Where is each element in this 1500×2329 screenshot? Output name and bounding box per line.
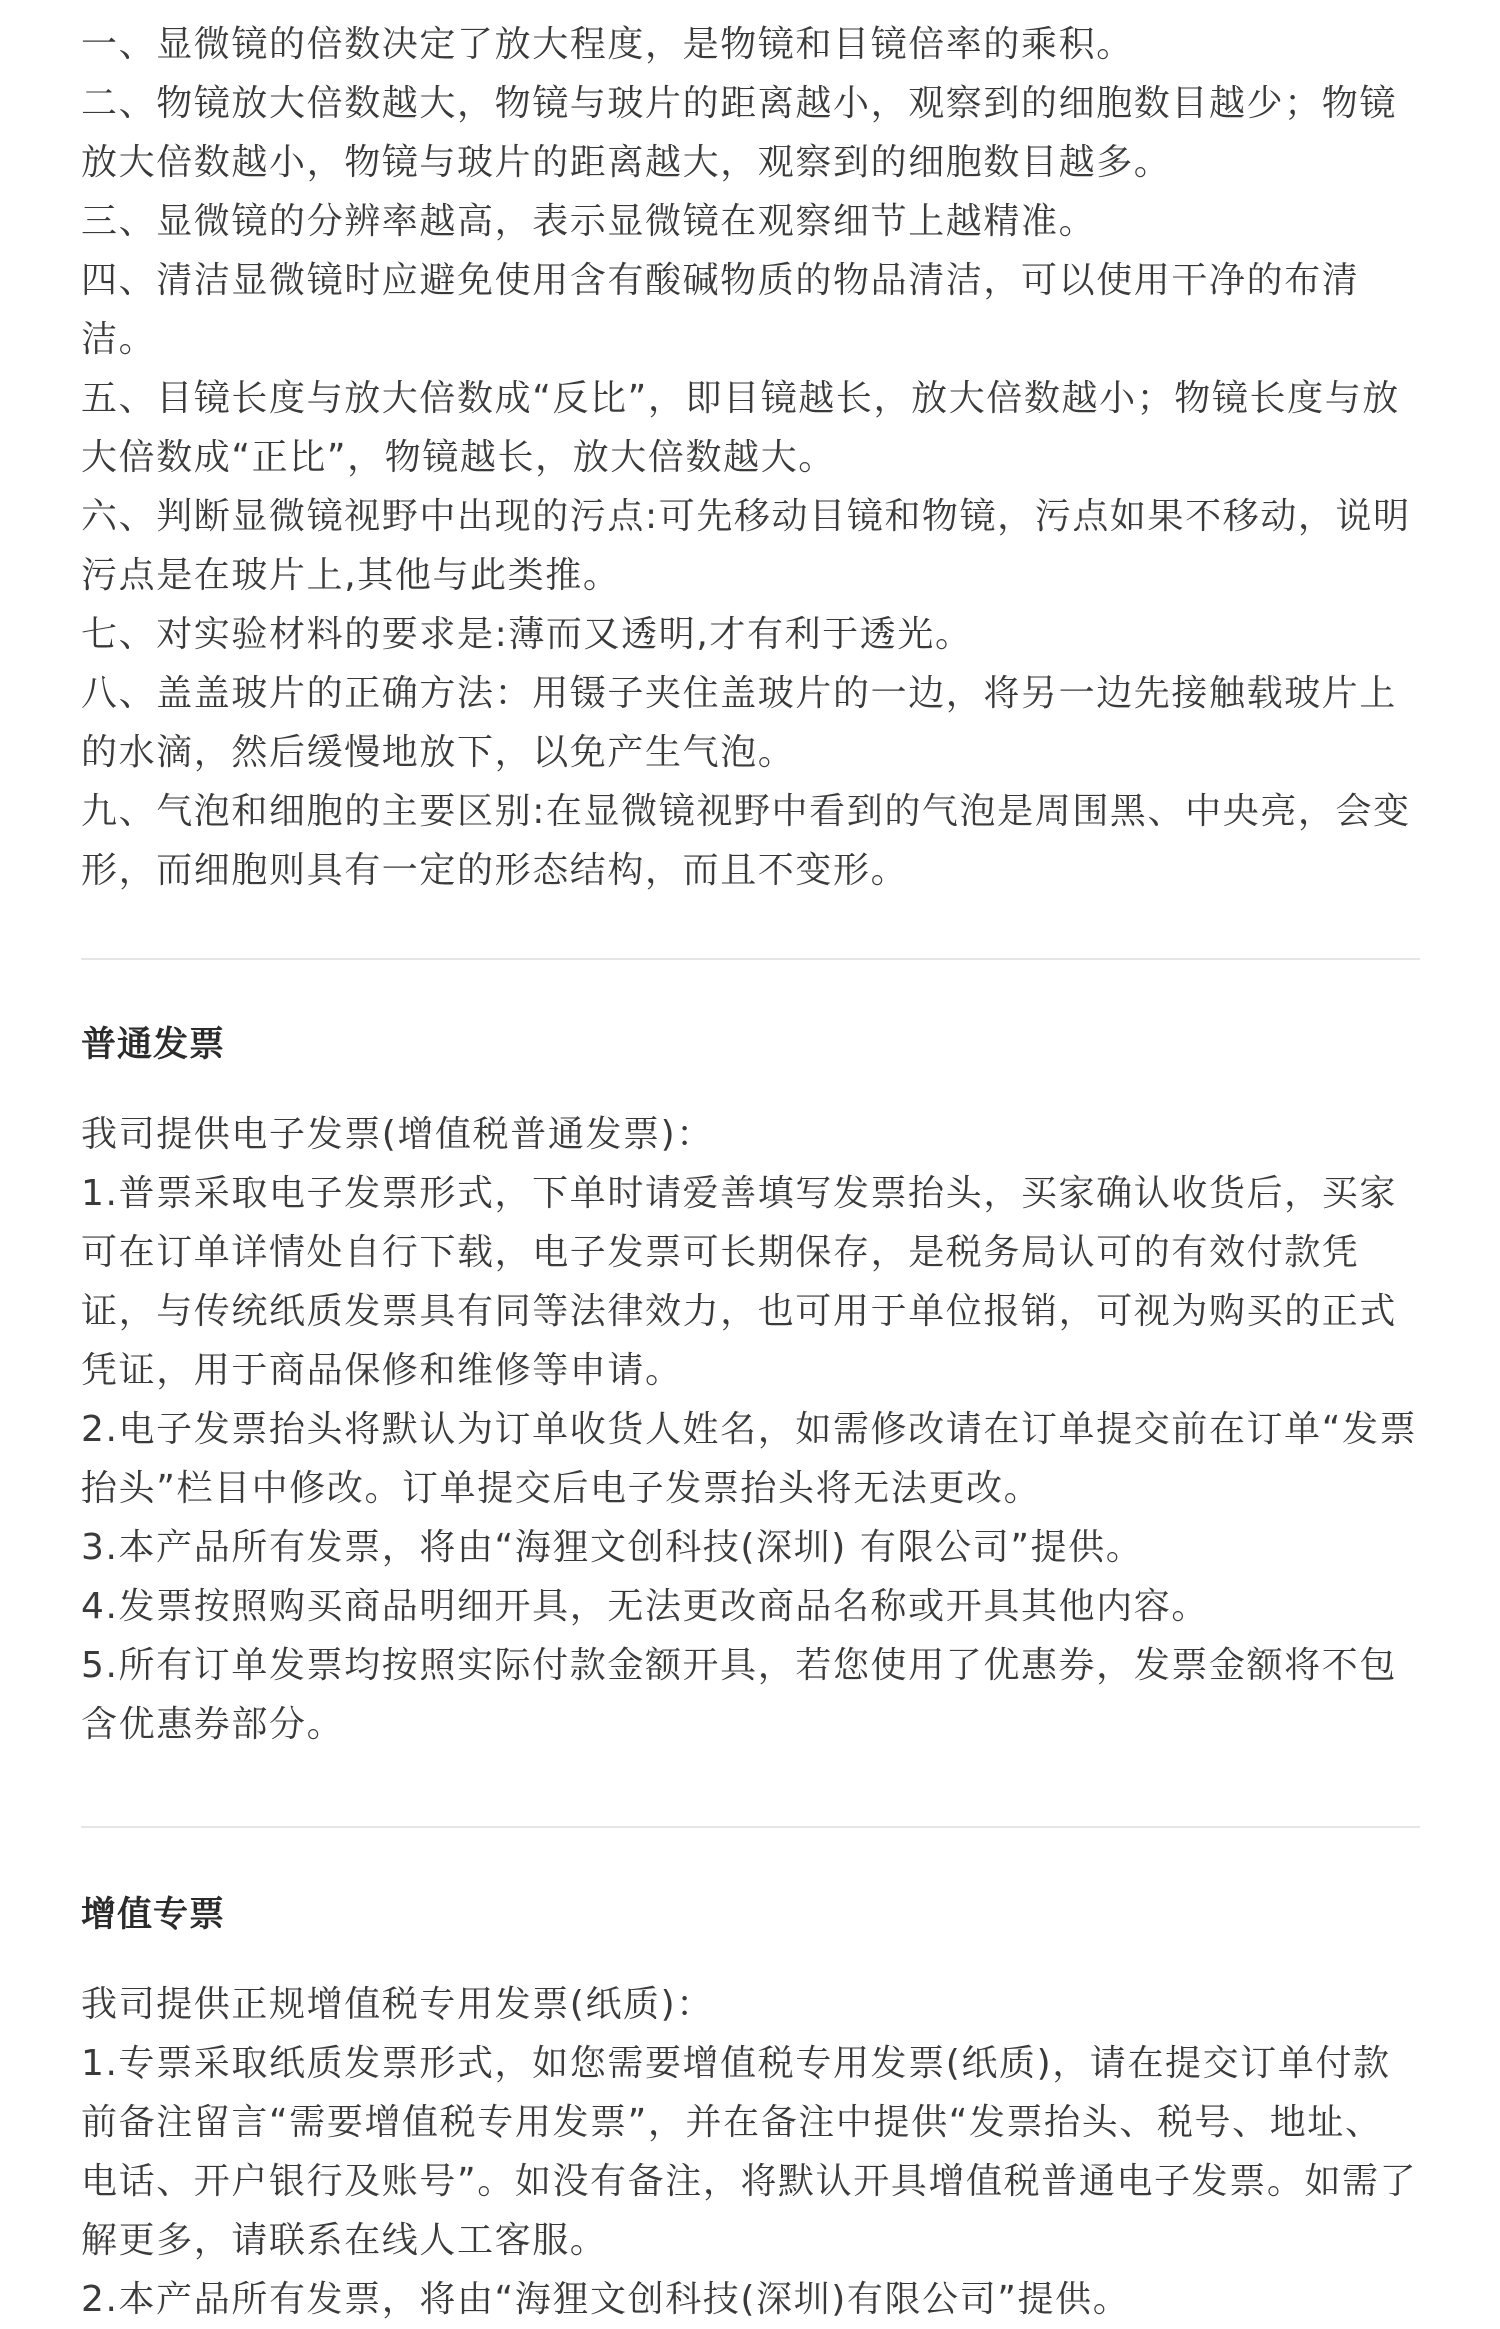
vat-invoice-item-2: 2.本产品所有发票，将由“海狸文创科技(深圳)有限公司”提供。 [81, 2279, 1131, 2320]
vat-invoice-item-1: 1.专票采取纸质发票形式，如您需要增值税专用发票(纸质)，请在提交订单付款前备注留言“需要增值税专用发票”，并在备注中提供“发票抬头、税号、地址、电话、开户银行及账号”。如没有备注，将默认开具增值税普通电子发票。如需了解更多，请联系在线人工客服。 [81, 2043, 1418, 2261]
normal-invoice-body [81, 1105, 1420, 1754]
note-4: 四、清洁显微镜时应避免使用含有酸碱物质的物品清洁，可以使用干净的布清洁。 [81, 260, 1360, 360]
normal-invoice-item-4: 4.发票按照购买商品明细开具，无法更改商品名称或开具其他内容。 [81, 1586, 1209, 1627]
note-8: 八、盖盖玻片的正确方法：用镊子夹住盖玻片的一边，将另一边先接触载玻片上的水滴，然后缓慢地放下，以免产生气泡。 [81, 673, 1398, 773]
vat-invoice-title: 增值专票 [81, 1895, 226, 1935]
normal-invoice-item-2: 2.电子发票抬头将默认为订单收货人姓名，如需修改请在订单提交前在订单“发票抬头”栏目中修改。订单提交后电子发票抬头将无法更改。 [81, 1409, 1418, 1509]
note-9: 九、气泡和细胞的主要区别:在显微镜视野中看到的气泡是周围黑、中央亮，会变形，而细胞则具有一定的形态结构，而且不变形。 [81, 791, 1411, 891]
note-3: 三、显微镜的分辨率越高，表示显微镜在观察细节上越精准。 [81, 201, 1097, 242]
normal-invoice-intro: 我司提供电子发票(增值税普通发票)： [81, 1114, 714, 1155]
note-6: 六、判断显微镜视野中出现的污点:可先移动目镜和物镜，污点如果不移动，说明污点是在玻片上,其他与此类推。 [81, 496, 1411, 596]
microscope-notes [81, 15, 1420, 900]
normal-invoice-item-1: 1.普票采取电子发票形式，下单时请爱善填写发票抬头，买家确认收货后，买家可在订单详情处自行下载，电子发票可长期保存，是税务局认可的有效付款凭证，与传统纸质发票具有同等法律效力，也可用于单位报销，可视为购买的正式凭证，用于商品保修和维修等申请。 [81, 1173, 1398, 1391]
normal-invoice-title: 普通发票 [81, 1025, 226, 1065]
normal-invoice-item-3: 3.本产品所有发票，将由“海狸文创科技(深圳) 有限公司”提供。 [81, 1527, 1144, 1568]
vat-invoice-intro: 我司提供正规增值税专用发票(纸质)： [81, 1984, 714, 2025]
normal-invoice-item-5: 5.所有订单发票均按照实际付款金额开具，若您使用了优惠券，发票金额将不包含优惠券部分。 [81, 1645, 1397, 1745]
note-1: 一、显微镜的倍数决定了放大程度，是物镜和目镜倍率的乘积。 [81, 24, 1134, 65]
section-divider-1 [81, 958, 1420, 960]
note-7: 七、对实验材料的要求是:薄而又透明,才有利于透光。 [81, 614, 973, 655]
section-divider-2 [81, 1826, 1420, 1828]
vat-invoice-body [81, 1975, 1420, 2329]
note-2: 二、物镜放大倍数越大，物镜与玻片的距离越小，观察到的细胞数目越少；物镜放大倍数越小，物镜与玻片的距离越大，观察到的细胞数目越多。 [81, 83, 1398, 183]
note-5: 五、目镜长度与放大倍数成“反比”，即目镜越长，放大倍数越小；物镜长度与放大倍数成“正比”，物镜越长，放大倍数越大。 [81, 378, 1400, 478]
